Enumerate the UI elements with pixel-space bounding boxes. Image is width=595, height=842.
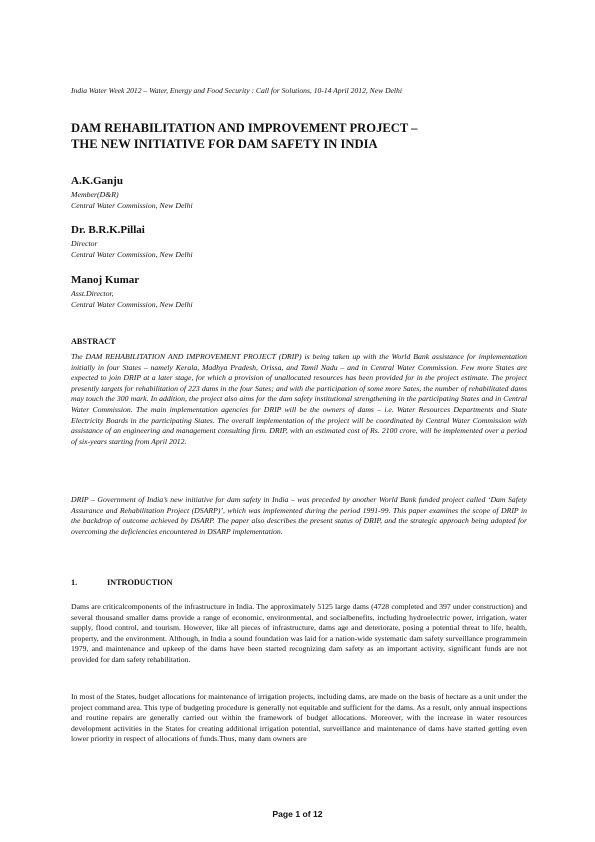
author-block <box>71 224 527 260</box>
abstract-paragraph: The DAM REHABILITATION AND IMPROVEMENT PROJECT (DRIP) is being taken up with the World Bank assistance for implementation initially in four States – namely Kerala, Madhya Pradesh, Orissa, and Tamil Nadu – and in Central Water Commission. Few more States are expected to join DRIP at a later stage, for which a provision of unallocated resources has been provided for in the project estimate. The project presently targets for rehabilitation of 223 dams in the four Sates; and with the participation of some more Sates, the number of rehabilitated dams may touch the 300 mark. In addition, the project also aims for the dam safety institutional strengthening in the participating States and in Central Water Commission. The main implementation agencies for DRIP will be the owners of dams – i.e. Water Resources Departments and State Electricity Boards in the participating States. The overall implementation of the project will be coordinated by Central Water Commission with assistance of an engineering and management consulting firm. DRIP, with an estimated cost of Rs. 2100 crore, will be implemented over a period of six-years starting from April 2012. <box>71 352 527 446</box>
page-number: Page 1 of 12 <box>272 809 323 819</box>
author-name: Manoj Kumar <box>71 274 140 286</box>
section-heading: INTRODUCTION <box>107 578 173 587</box>
author-designation: Asst.Director, <box>71 289 114 298</box>
author-block <box>71 175 527 211</box>
author-block <box>71 274 527 310</box>
section-number: 1. <box>71 578 78 587</box>
author-affiliation: Central Water Commission, New Delhi <box>71 200 193 210</box>
author-affiliation: Central Water Commission, New Delhi <box>71 249 193 259</box>
author-name: A.K.Ganju <box>71 175 123 187</box>
running-header: India Water Week 2012 – Water, Energy and Food Security : Call for Solutions, 10-14 April 2012, New Delhi <box>71 86 402 95</box>
paper-title-line-1: DAM REHABILITATION AND IMPROVEMENT PROJECT – <box>71 121 418 135</box>
author-designation: Member(D&R) <box>71 190 119 199</box>
body-paragraph: Dams are criticalcomponents of the infrastructure in India. The approximately 5125 large dams (4728 completed and 397 under construction) and several thousand smaller dams provide a range of economic, environmental, and socialbenefits, including hydroelectric power, irrigation, water supply, flood control, and tourism. However, like all pieces of infrastructure, dams age and deteriorate, posing a potential threat to life, health, property, and the environment. Although, in India a sound foundation was laid for a nation-wide systematic dam safety surveillance programmein 1979, and maintenance and upkeep of the dams have been started recognizing dam safety as an important activity, significant funds are not provided for dam safety rehabilitation. <box>71 602 527 664</box>
author-affiliation: Central Water Commission, New Delhi <box>71 299 193 309</box>
author-designation: Director <box>71 239 98 248</box>
body-paragraph: In most of the States, budget allocations for maintenance of irrigation projects, including dams, are made on the basis of hectare as a unit under the project command area. This type of budgeting procedure is generally not equitable and sufficient for the dams. As a result, only annual inspections and routine repairs are generally carried out within the framework of budget allocations. Moreover, with the increase in water resources development activities in the States for creating additional irrigation potential, surveillance and maintenance of dams have started getting even lower priority in respect of allocations of funds.Thus, many dam owners are <box>71 692 527 744</box>
abstract-heading: ABSTRACT <box>71 337 116 346</box>
author-name: Dr. B.R.K.Pillai <box>71 224 145 236</box>
paper-title-line-2: THE NEW INITIATIVE FOR DAM SAFETY IN INDIA <box>71 137 378 151</box>
abstract-paragraph: DRIP – Government of India’s new initiative for dam safety in India – was preceded by another World Bank funded project called ‘Dam Safety Assurance and Rehabilitation Project (DSARP)’, which was implemented during the period 1991-99. This paper examines the scope of DRIP in the backdrop of outcome achieved by DSARP. The paper also describes the present status of DRIP, and the strategic approach being adopted for overcoming the deficiencies encountered in DSARP implementation. <box>71 495 527 536</box>
paper-title <box>71 120 527 152</box>
